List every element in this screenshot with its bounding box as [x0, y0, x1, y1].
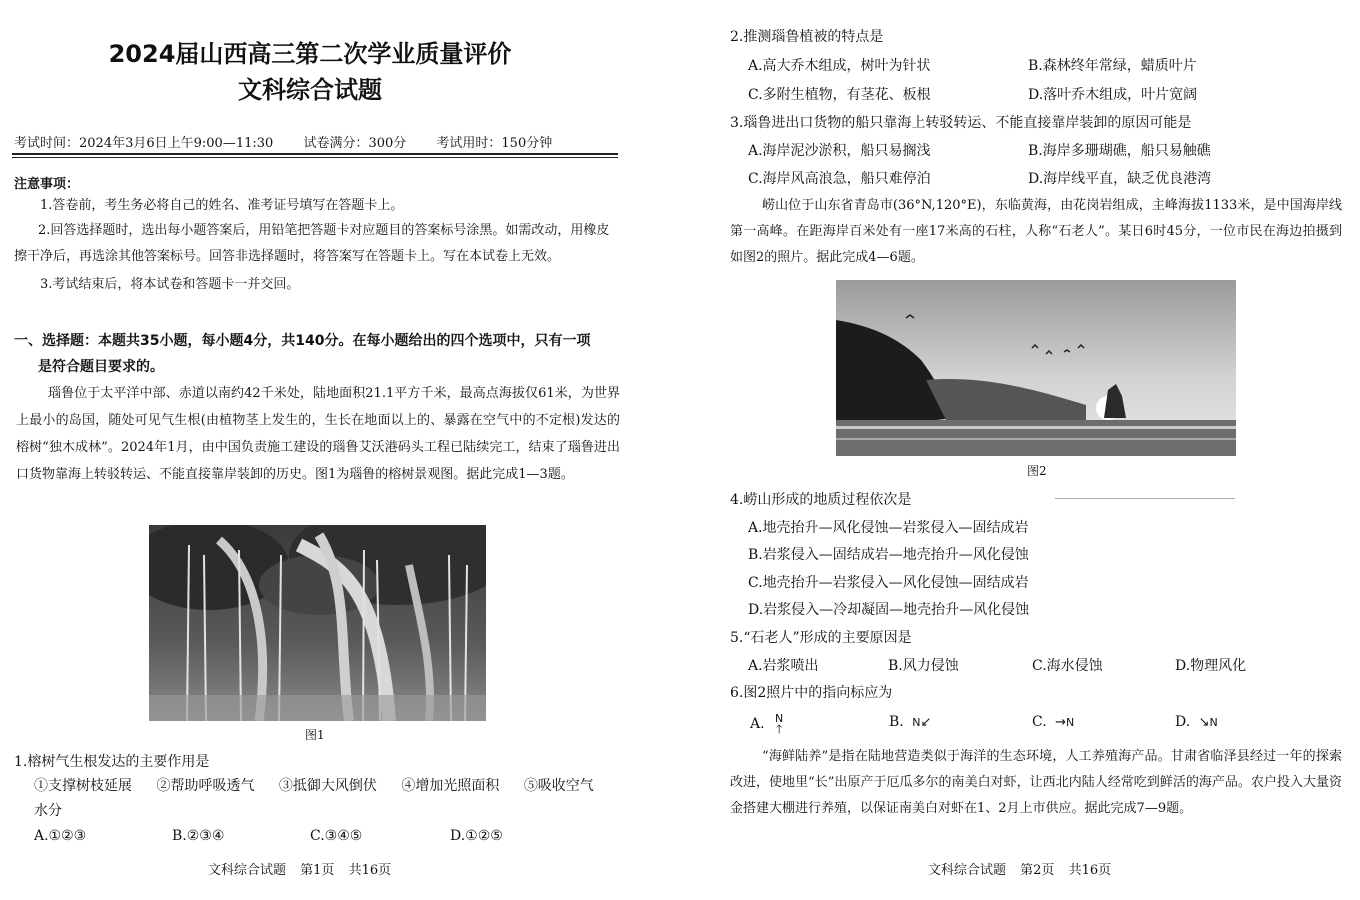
- q3-choice-c: C.海岸风高浪急，船只难停泊: [748, 171, 931, 187]
- exam-time: 考试时间：2024年3月6日上午9:00—11:30: [14, 136, 274, 151]
- q5-choice-a: A.岩浆喷出: [748, 658, 819, 674]
- q1-choice-d: D.①②⑤: [450, 828, 503, 844]
- q2-choice-d: D.落叶乔木组成，叶片宽阔: [1028, 87, 1198, 103]
- full-score: 试卷满分：300分: [303, 136, 407, 151]
- north-arrow-up-icon: N 🡑: [775, 712, 784, 736]
- footer-page: 第1页: [300, 863, 335, 878]
- exam-title: 2024届山西高三第二次学业质量评价: [108, 40, 512, 68]
- header-rule-thin: [12, 157, 618, 158]
- exam-subtitle: 文科综合试题: [238, 76, 382, 104]
- figure-1-banyan-photo: [149, 525, 486, 721]
- q5-choice-b: B.风力侵蚀: [888, 658, 959, 674]
- q1-item-5-continued: 水分: [34, 803, 62, 819]
- note-2: 2.回答选择题时，选出每小题答案后，用铅笔把答题卡对应题目的答案标号涂黑。如需改动，用橡皮擦干净后，再选涂其他答案标号。回答非选择题时，将答案写在答题卡上。写在本试卷上无效。: [14, 223, 610, 264]
- footer-total-2: 共16页: [1068, 863, 1112, 878]
- scan-line: [1055, 498, 1235, 499]
- q1-item-2: ②帮助呼吸透气: [156, 778, 255, 794]
- notes-heading: 注意事项：: [14, 177, 80, 192]
- footer-subject-2: 文科综合试题: [928, 863, 1007, 878]
- q2-choice-c: C.多附生植物，有茎花、板根: [748, 87, 931, 103]
- q6-choice-d: [1175, 714, 1218, 730]
- q6-choice-a: [750, 714, 783, 734]
- north-arrow-southwest-icon: N ↙: [912, 715, 932, 730]
- question-5-stem: 5.“石老人”形成的主要原因是: [730, 630, 912, 646]
- q1-choice-a: A.①②③: [34, 828, 87, 844]
- q1-item-5: ⑤吸收空气: [523, 778, 594, 794]
- q1-item-4: ④增加光照面积: [401, 778, 500, 794]
- q6-choice-b: [889, 714, 931, 730]
- passage-laoshan: 崂山位于山东省青岛市(36°N,120°E)，东临黄海，由花岗岩组成，主峰海拔1133米，是中国海岸线第一高峰。在距海岸百米处有一座17米高的石柱，人称“石老人”。某日6时45分，一位市民在海边拍摄到如图2的照片。据此完成4—6题。: [730, 198, 1342, 265]
- q1-item-3: ③抵御大风倒伏: [278, 778, 377, 794]
- question-1-stem: 1.榕树气生根发达的主要作用是: [14, 754, 210, 770]
- passage-seafood: “海鲜陆养”是指在陆地营造类似于海洋的生态环境，人工养殖海产品。甘肃省临泽县经过一年的探索改进，使地里“长”出原产于厄瓜多尔的南美白对虾，让西北内陆人经常吃到鲜活的海产品。农户投入大量资金搭建大棚进行养殖，以保证南美白对虾在1、2月上市供应。据此完成7—9题。: [730, 749, 1342, 816]
- question-6-stem: 6.图2照片中的指向标应为: [730, 685, 893, 701]
- q6-choice-a-label: A.: [750, 716, 765, 732]
- passage-nauru: 瑙鲁位于太平洋中部、赤道以南约42千米处，陆地面积21.1平方千米，最高点海拔仅61米，为世界上最小的岛国，随处可见气生根(由植物茎上发生的，生长在地面以上的、暴露在空气中的不定根)发达的榕树“独木成林”。2024年1月，由中国负责施工建设的瑙鲁艾沃港码头工程已陆续完工，结束了瑙鲁进出口货物靠海上转驳转运、不能直接靠岸装卸的历史。图1为瑙鲁的榕树景观图。据此完成1—3题。: [16, 386, 620, 482]
- q3-choice-a: A.海岸泥沙淤积，船只易搁浅: [748, 143, 931, 159]
- q4-choice-b: B.岩浆侵入—固结成岩—地壳抬升—风化侵蚀: [748, 547, 1029, 563]
- header-rule: [12, 153, 618, 155]
- figure-2-caption: 图2: [1027, 464, 1047, 478]
- note-1: 1.答卷前，考生务必将自己的姓名、准考证号填写在答题卡上。: [40, 198, 404, 213]
- north-arrow-southeast-icon: ↘ N: [1198, 715, 1218, 730]
- q1-choice-b: B.②③④: [172, 828, 225, 844]
- q6-choice-b-label: B.: [889, 714, 904, 730]
- sea-rock-illustration: [836, 280, 1236, 456]
- q4-choice-a: A.地壳抬升—风化侵蚀—岩浆侵入—固结成岩: [748, 520, 1029, 536]
- q3-choice-d: D.海岸线平直，缺乏优良港湾: [1028, 171, 1212, 187]
- q6-choice-c-label: C.: [1032, 714, 1047, 730]
- footer-total: 共16页: [348, 863, 392, 878]
- exam-info: [14, 132, 618, 151]
- section-heading: [14, 328, 620, 380]
- section-line-2: 是符合题目要求的。: [38, 359, 164, 375]
- duration: 考试用时：150分钟: [436, 136, 553, 151]
- question-1-items: [34, 775, 614, 795]
- section-line-1: 一、选择题：本题共35小题，每小题4分，共140分。在每小题给出的四个选项中，只有一项: [14, 333, 591, 349]
- figure-1-caption: 图1: [305, 728, 325, 742]
- figure-2-seashore-photo: [836, 280, 1236, 456]
- q6-choice-c: [1032, 714, 1074, 730]
- question-3-stem: 3.瑙鲁进出口货物的船只靠海上转驳转运、不能直接靠岸装卸的原因可能是: [730, 115, 1192, 131]
- banyan-illustration: [149, 525, 486, 721]
- question-4-stem: 4.崂山形成的地质过程依次是: [730, 492, 912, 508]
- q4-choice-d: D.岩浆侵入—冷却凝固—地壳抬升—风化侵蚀: [748, 602, 1030, 618]
- page-1-footer: [208, 859, 401, 878]
- footer-subject: 文科综合试题: [208, 863, 287, 878]
- page-2-footer: [928, 859, 1121, 878]
- q4-choice-c: C.地壳抬升—岩浆侵入—风化侵蚀—固结成岩: [748, 575, 1029, 591]
- q6-choice-d-label: D.: [1175, 714, 1191, 730]
- q5-choice-d: D.物理风化: [1175, 658, 1247, 674]
- q3-choice-b: B.海岸多珊瑚礁，船只易触礁: [1028, 143, 1211, 159]
- note-3: 3.考试结束后，将本试卷和答题卡一并交回。: [40, 277, 300, 292]
- q1-item-1: ①支撑树枝延展: [34, 778, 132, 794]
- footer-page-2: 第2页: [1020, 863, 1055, 878]
- q2-choice-b: B.森林终年常绿，蜡质叶片: [1028, 58, 1197, 74]
- q1-choice-c: C.③④⑤: [310, 828, 363, 844]
- question-2-stem: 2.推测瑙鲁植被的特点是: [730, 29, 884, 45]
- q5-choice-c: C.海水侵蚀: [1032, 658, 1103, 674]
- q2-choice-a: A.高大乔木组成，树叶为针状: [748, 58, 931, 74]
- north-arrow-east-icon: → N: [1055, 715, 1075, 730]
